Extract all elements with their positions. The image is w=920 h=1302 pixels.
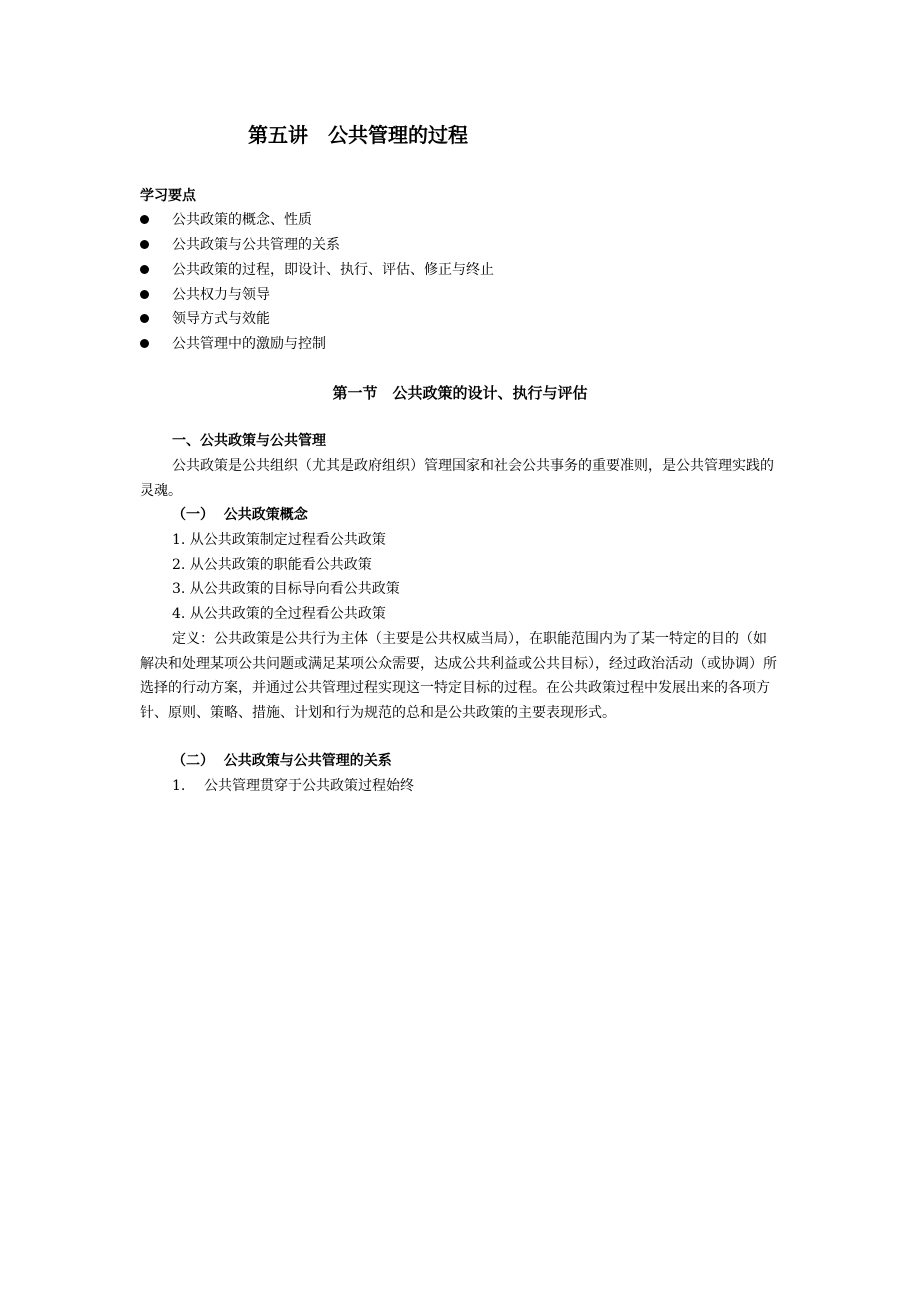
list-item-text: 公共管理中的激励与控制 [172, 336, 326, 352]
numbered-item: 1. 从公共政策制定过程看公共政策 [172, 532, 386, 548]
study-points-heading: 学习要点 [140, 188, 196, 204]
bullet-icon [140, 314, 149, 323]
bullet-icon [140, 290, 149, 299]
bullet-icon [140, 240, 149, 249]
list-item-text: 公共政策的概念、性质 [172, 212, 312, 228]
definition-paragraph: 定义：公共政策是公共行为主体（主要是公共权威当局），在职能范围内为了某一特定的目的（如解决和处理某项公共问题或满足某项公众需要，达成公共利益或公共目标），经过政治活动（或协调）所选择的行动方案，并通过公共管理过程实现这一特定目标的过程。在公共政策过程中发展出来的各项方针、原则、策略、措施、计划和行为规范的总和是公共政策的主要表现形式。 [140, 631, 777, 721]
intro-paragraph: 公共政策是公共组织（尤其是政府组织）管理国家和社会公共事务的重要准则，是公共管理实践的灵魂。 [140, 458, 774, 499]
section-title: 第一节 公共政策的设计、执行与评估 [332, 384, 588, 402]
bullet-icon [140, 265, 149, 274]
subsection-heading: （二） 公共政策与公共管理的关系 [172, 753, 392, 769]
list-item-text: 公共政策与公共管理的关系 [172, 237, 340, 253]
part-heading: 一、公共政策与公共管理 [172, 433, 326, 449]
list-item-text: 公共权力与领导 [172, 287, 270, 303]
subsection-heading: （一） 公共政策概念 [172, 507, 308, 523]
numbered-item: 3. 从公共政策的目标导向看公共政策 [172, 581, 400, 597]
bullet-icon [140, 339, 149, 348]
list-item-text: 领导方式与效能 [172, 311, 270, 327]
page-title: 第五讲 公共管理的过程 [248, 123, 468, 147]
bullet-icon [140, 215, 149, 224]
numbered-item-number: 1. [172, 778, 186, 794]
list-item-text: 公共政策的过程，即设计、执行、评估、修正与终止 [172, 262, 494, 278]
numbered-item: 4. 从公共政策的全过程看公共政策 [172, 606, 386, 622]
numbered-item-text: 公共管理贯穿于公共政策过程始终 [204, 778, 414, 794]
numbered-item: 2. 从公共政策的职能看公共政策 [172, 557, 372, 573]
